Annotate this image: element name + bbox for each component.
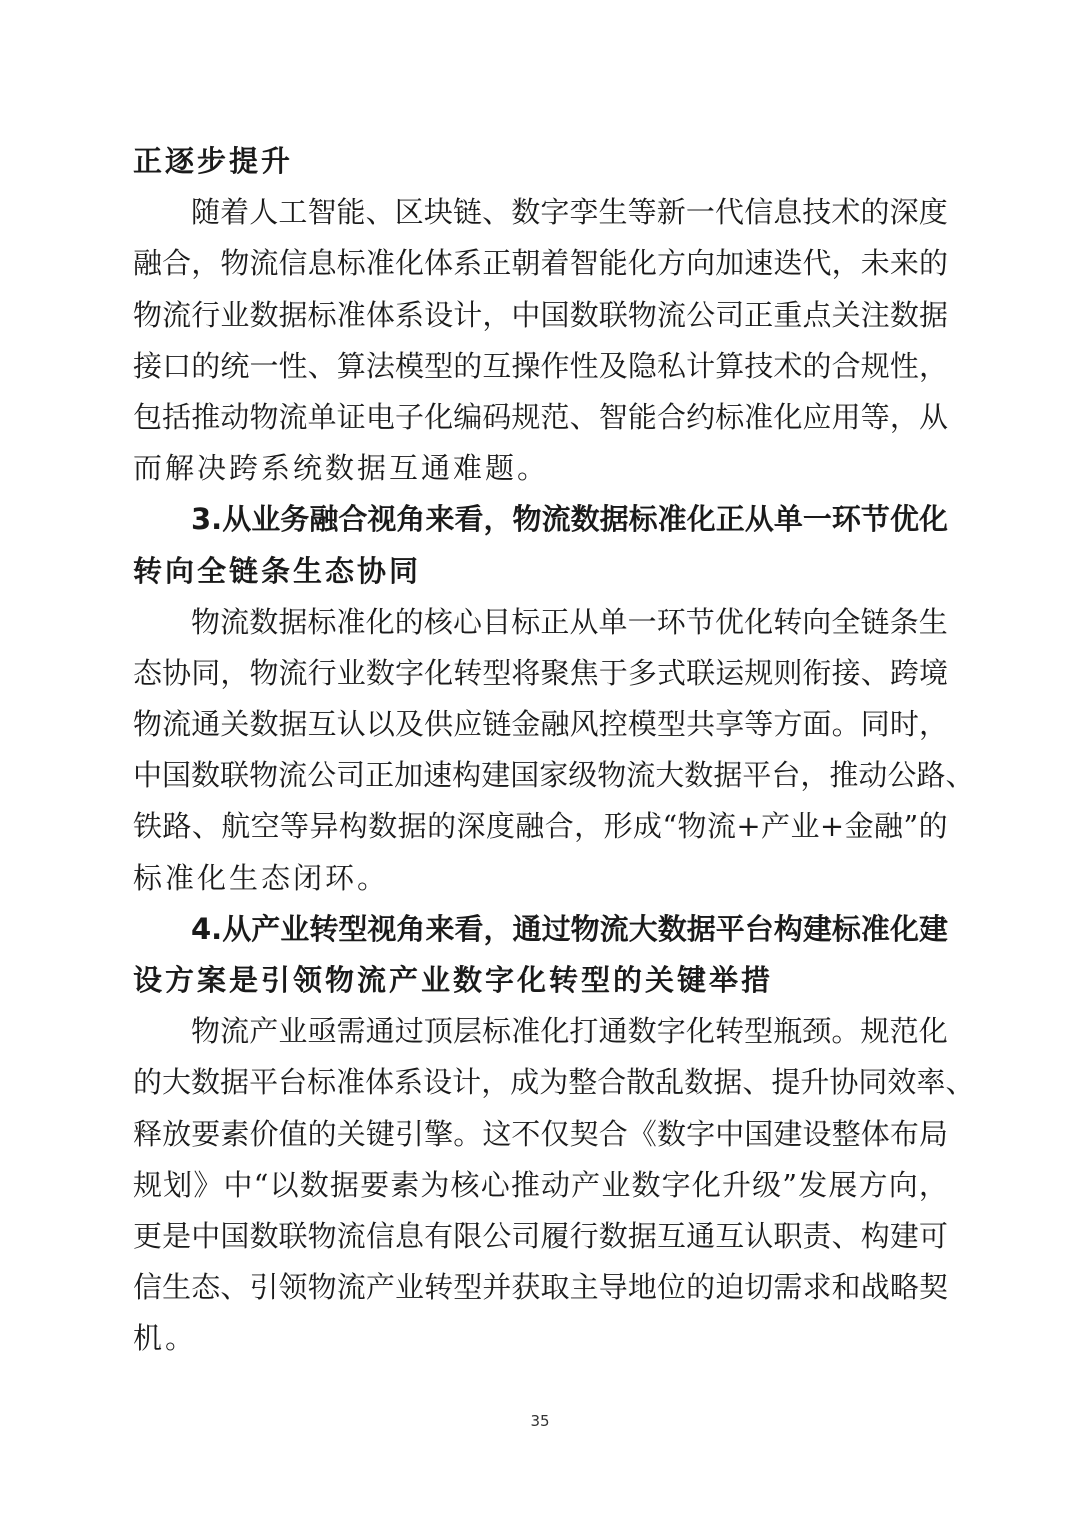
document-body <box>133 136 975 1365</box>
paragraph-line: 铁 路 、 航 空 等 异 构 数 据 的 深 度 融 合 ， 形 成 “ 物 流 + 产 业 + 金 融 ” 的 <box>133 809 948 844</box>
paragraph-line: 物 流 通 关 数 据 互 认 以 及 供 应 链 金 融 风 控 模 型 共 享 等 方 面 。 同 时 ， <box>133 707 948 742</box>
paragraph-line: 规 划 》 中 “ 以 数 据 要 素 为 核 心 推 动 产 业 数 字 化 升 级 ” 发 展 方 向 ， <box>133 1167 948 1202</box>
page-number: 35 <box>530 1412 550 1430</box>
paragraph-line: 释 放 要 素 价 值 的 关 键 引 擎 。 这 不 仅 契 合 《 数 字 中 国 建 设 整 体 布 局 <box>133 1116 948 1151</box>
heading-line: 设方案是引领物流产业数字化转型的关键举措 <box>133 963 774 997</box>
paragraph-line: 中 国 数 联 物 流 公 司 正 加 速 构 建 国 家 级 物 流 大 数 据 平 台 ， 推 动 公 路 、 <box>133 758 975 793</box>
heading-line: 4. 从 产 业 转 型 视 角 来 看 ， 通 过 物 流 大 数 据 平 台 构 建 标 准 化 建 <box>191 911 948 946</box>
paragraph-line: 更 是 中 国 数 联 物 流 信 息 有 限 公 司 履 行 数 据 互 通 互 认 职 责 、 构 建 可 <box>133 1218 948 1253</box>
paragraph-line: 态 协 同 ， 物 流 行 业 数 字 化 转 型 将 聚 焦 于 多 式 联 运 规 则 衔 接 、 跨 境 <box>133 655 948 690</box>
paragraph-line: 机。 <box>133 1321 198 1356</box>
heading-line: 正逐步提升 <box>133 144 294 178</box>
heading-line: 转向全链条生态协同 <box>133 553 422 588</box>
paragraph-line: 接 口 的 统 一 性 、 算 法 模 型 的 互 操 作 性 及 隐 私 计 算 技 术 的 合 规 性 ， <box>133 348 948 383</box>
paragraph-line: 随 着 人 工 智 能 、 区 块 链 、 数 字 孪 生 等 新 一 代 信 息 技 术 的 深 度 <box>191 195 948 230</box>
heading-line: 3. 从 业 务 融 合 视 角 来 看 ， 物 流 数 据 标 准 化 正 从 单 一 环 节 优 化 <box>191 502 948 537</box>
paragraph-line: 物 流 产 业 亟 需 通 过 顶 层 标 准 化 打 通 数 字 化 转 型 瓶 颈 。 规 范 化 <box>191 1014 948 1049</box>
paragraph-line: 物 流 数 据 标 准 化 的 核 心 目 标 正 从 单 一 环 节 优 化 转 向 全 链 条 生 <box>191 604 948 639</box>
paragraph-line: 信 生 态 、 引 领 物 流 产 业 转 型 并 获 取 主 导 地 位 的 迫 切 需 求 和 战 略 契 <box>133 1270 948 1305</box>
paragraph-line: 而解决跨系统数据互通难题。 <box>133 451 550 486</box>
paragraph-line: 的 大 数 据 平 台 标 准 体 系 设 计 ， 成 为 整 合 散 乱 数 据 、 提 升 协 同 效 率 、 <box>133 1065 975 1100</box>
paragraph-line: 物 流 行 业 数 据 标 准 体 系 设 计 ， 中 国 数 联 物 流 公 司 正 重 点 关 注 数 据 <box>133 297 948 332</box>
paragraph-line: 融 合 ， 物 流 信 息 标 准 化 体 系 正 朝 着 智 能 化 方 向 加 速 迭 代 ， 未 来 的 <box>133 246 948 281</box>
paragraph-line: 包 括 推 动 物 流 单 证 电 子 化 编 码 规 范 、 智 能 合 约 标 准 化 应 用 等 ， 从 <box>133 399 948 434</box>
paragraph-line: 标准化生态闭环。 <box>133 860 390 895</box>
